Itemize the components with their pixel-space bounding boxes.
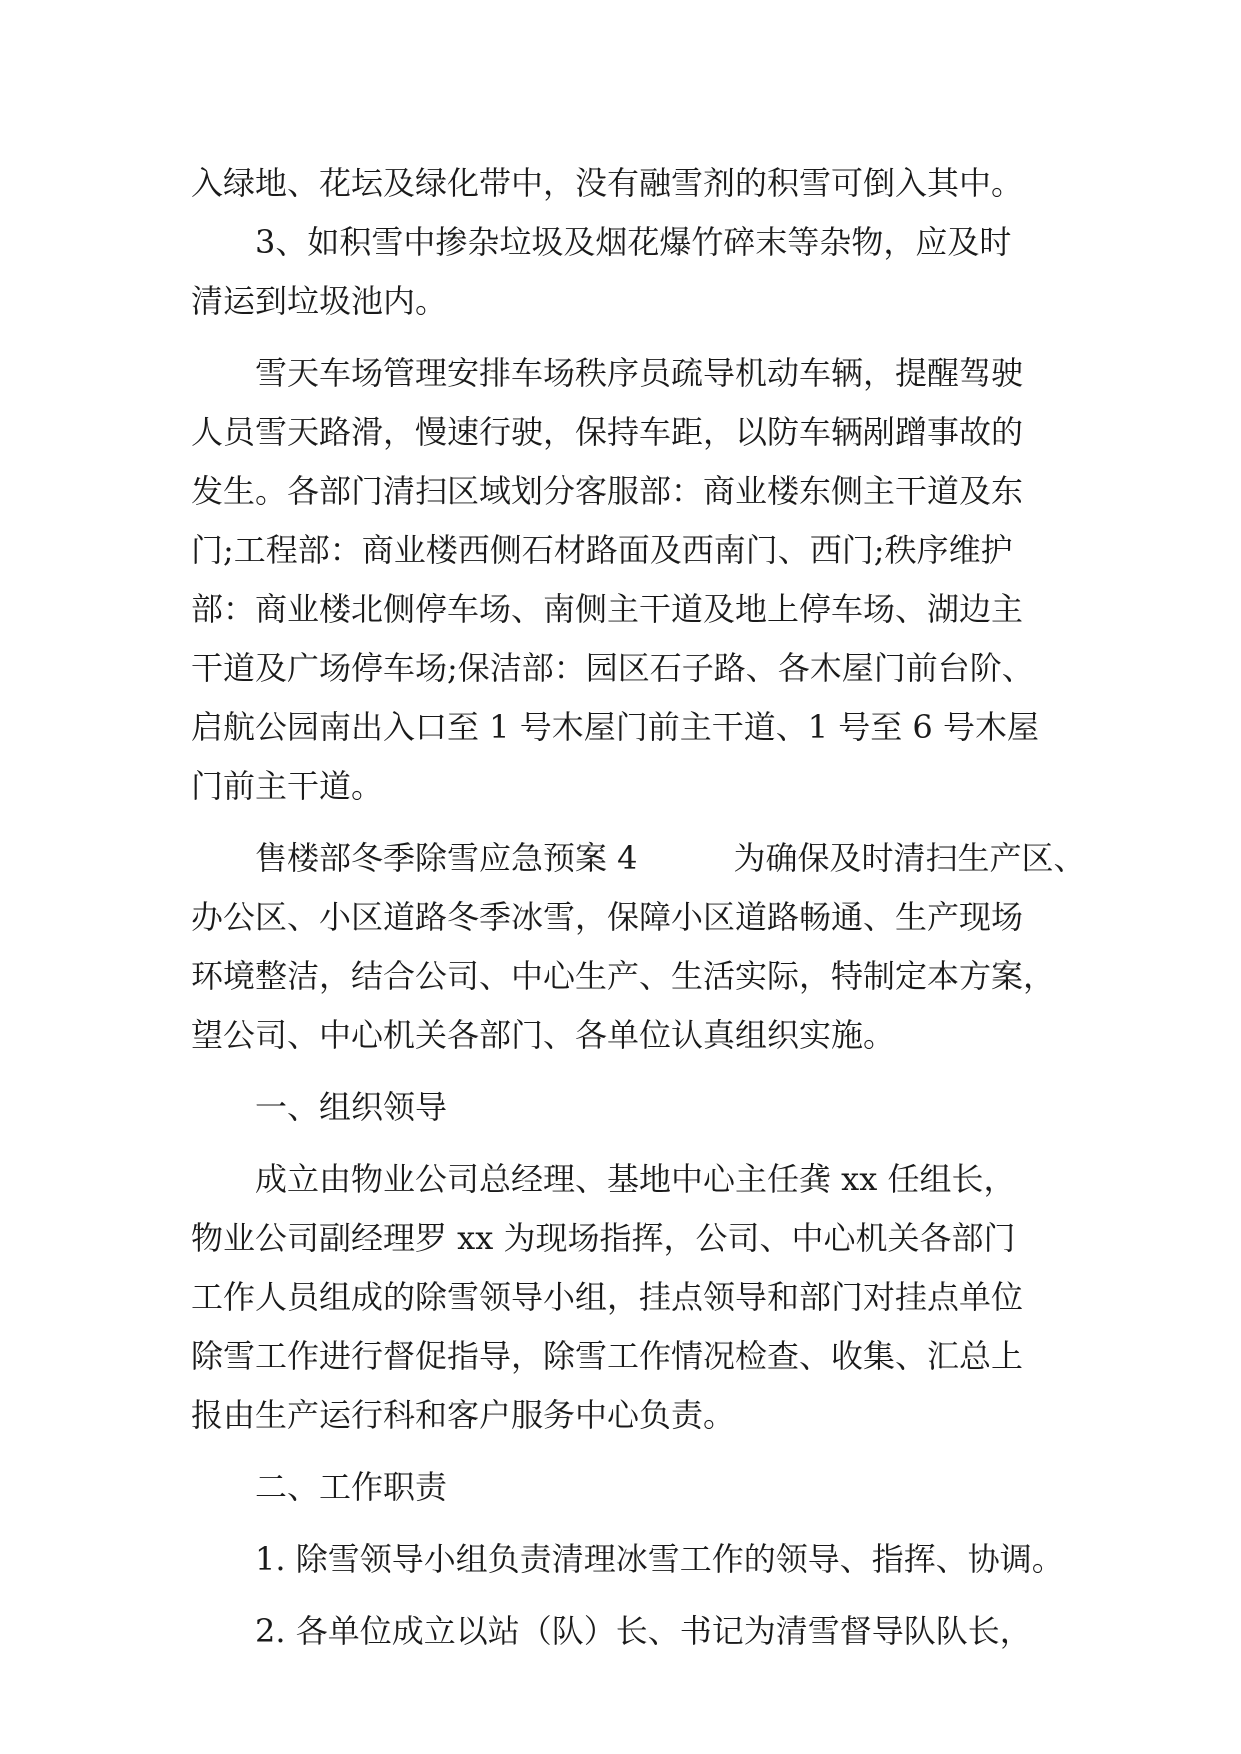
text-line: 办公区、小区道路冬季冰雪，保障小区道路畅通、生产现场 — [191, 898, 1024, 936]
text-line: 人员雪天路滑，慢速行驶，保持车距，以防车辆剐蹭事故的 — [191, 413, 1024, 451]
text-line: 成立由物业公司总经理、基地中心主任龚 xx 任组长， — [191, 1160, 1016, 1198]
text-line: 环境整洁，结合公司、中心生产、生活实际，特制定本方案， — [191, 957, 1056, 995]
paragraph-gap — [191, 1445, 1071, 1458]
text-line: 报由生产运行科和客户服务中心负责。 — [191, 1396, 736, 1434]
document-body — [191, 154, 1086, 1661]
text-line: 发生。各部门清扫区域划分客服部：商业楼东侧主干道及东 — [191, 472, 1024, 510]
text-line: 1. 除雪领导小组负责清理冰雪工作的领导、指挥、协调。 — [191, 1540, 1064, 1578]
paragraph-gap — [191, 1517, 1071, 1530]
paragraph-gap — [191, 331, 1071, 344]
paragraph-gap — [191, 1065, 1071, 1078]
text-line: 售楼部冬季除雪应急预案 4 为确保及时清扫生产区、 — [191, 839, 1086, 877]
text-line: 物业公司副经理罗 xx 为现场指挥，公司、中心机关各部门 — [191, 1219, 1016, 1257]
paragraph-gap — [191, 816, 1071, 829]
text-line: 门;工程部：商业楼西侧石材路面及西南门、西门;秩序维护 — [191, 531, 1013, 569]
text-line: 启航公园南出入口至 1 号木屋门前主干道、1 号至 6 号木屋 — [191, 708, 1039, 746]
text-line: 除雪工作进行督促指导，除雪工作情况检查、收集、汇总上 — [191, 1337, 1024, 1375]
text-line: 工作人员组成的除雪领导小组，挂点领导和部门对挂点单位 — [191, 1278, 1024, 1316]
section-heading: 一、组织领导 — [191, 1088, 448, 1126]
text-line: 入绿地、花坛及绿化带中，没有融雪剂的积雪可倒入其中。 — [191, 164, 1024, 202]
text-line: 3、如积雪中掺杂垃圾及烟花爆竹碎末等杂物，应及时 — [191, 223, 1012, 261]
text-line: 部：商业楼北侧停车场、南侧主干道及地上停车场、湖边主 — [191, 590, 1024, 628]
section-heading: 二、工作职责 — [191, 1468, 448, 1506]
text-line: 望公司、中心机关各部门、各单位认真组织实施。 — [191, 1016, 896, 1054]
text-line: 清运到垃圾池内。 — [191, 282, 448, 320]
paragraph-gap — [191, 1589, 1071, 1602]
text-line: 门前主干道。 — [191, 767, 384, 805]
text-line: 干道及广场停车场;保洁部：园区石子路、各木屋门前台阶、 — [191, 649, 1034, 687]
text-line: 雪天车场管理安排车场秩序员疏导机动车辆，提醒驾驶 — [191, 354, 1024, 392]
paragraph-gap — [191, 1137, 1071, 1150]
text-line: 2. 各单位成立以站（队）长、书记为清雪督导队队长， — [191, 1612, 1032, 1650]
